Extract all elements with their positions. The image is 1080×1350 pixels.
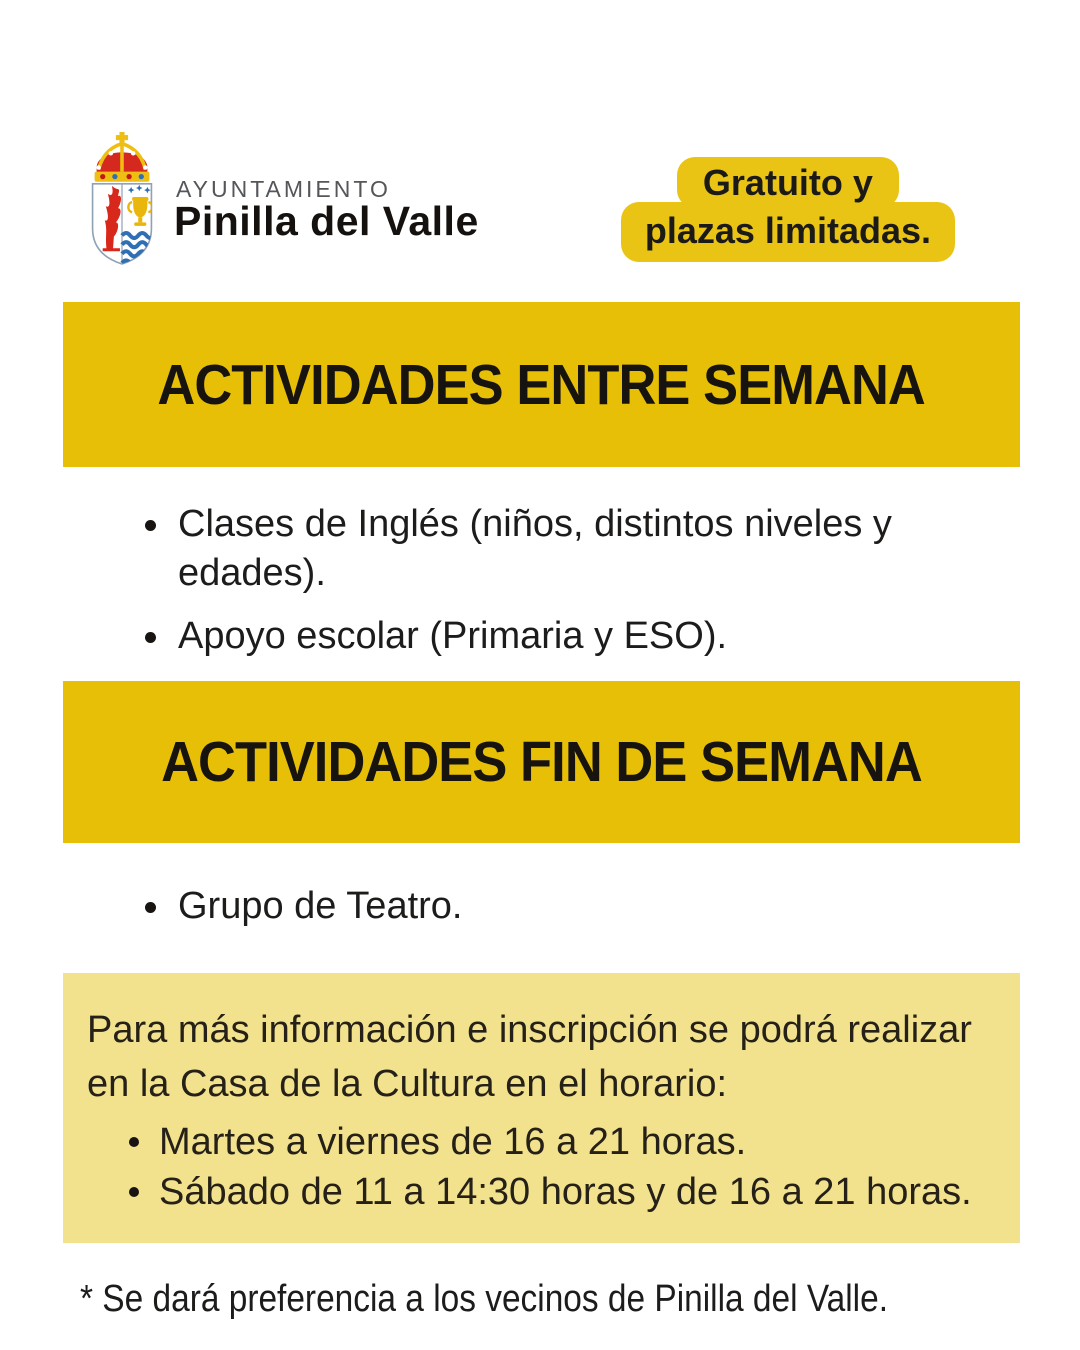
list-item-text: Sábado de 11 a 14:30 horas y de 16 a 21 horas.	[159, 1171, 972, 1213]
weekday-banner	[63, 302, 1020, 467]
list-item-text: Apoyo escolar (Primaria y ESO).	[178, 615, 728, 657]
shield-icon	[93, 184, 155, 266]
list-item	[129, 1167, 996, 1217]
coat-of-arms-icon	[84, 131, 160, 267]
info-box	[63, 973, 1020, 1243]
info-list	[87, 1117, 996, 1217]
bullet-dot	[145, 520, 156, 531]
weekend-banner	[63, 681, 1020, 843]
free-badge	[621, 157, 955, 262]
list-item	[145, 882, 995, 931]
bullet-dot	[145, 632, 156, 643]
footnote: * Se dará preferencia a los vecinos de Pinilla del Valle.	[80, 1278, 888, 1320]
list-item-text: Martes a viernes de 16 a 21 horas.	[159, 1121, 747, 1163]
bullet-dot	[129, 1137, 139, 1147]
bullet-dot	[145, 902, 156, 913]
info-intro: Para más información e inscripción se podrá realizar en la Casa de la Cultura en el horario:	[87, 1009, 972, 1105]
crown-icon	[95, 132, 150, 182]
badge-line-1: Gratuito y	[677, 157, 899, 208]
org-label: AYUNTAMIENTO	[176, 176, 391, 202]
list-item-text: Grupo de Teatro.	[178, 885, 463, 927]
bullet-dot	[129, 1187, 139, 1197]
weekend-title: ACTIVIDADES FIN DE SEMANA	[161, 730, 922, 794]
list-item-text: Clases de Inglés (niños, distintos niveles y edades).	[178, 503, 892, 594]
weekend-list	[145, 882, 995, 945]
org-name: Pinilla del Valle	[174, 198, 479, 244]
weekday-title: ACTIVIDADES ENTRE SEMANA	[157, 352, 926, 417]
list-item	[145, 500, 995, 598]
weekday-list	[145, 500, 995, 675]
badge-line-2: plazas limitadas.	[621, 202, 955, 262]
list-item	[129, 1117, 996, 1167]
list-item	[145, 612, 995, 661]
